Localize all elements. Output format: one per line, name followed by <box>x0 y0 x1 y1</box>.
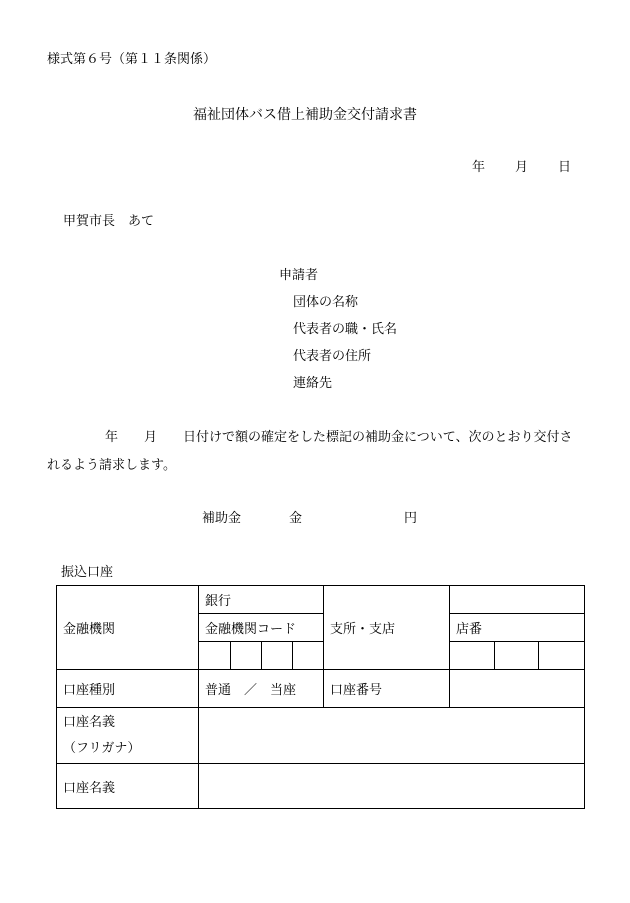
request-body-text: 年 月 日付けで額の確定をした標記の補助金について、次のとおり交付されるよう請求します。 <box>47 430 573 473</box>
applicant-rep-name: 代表者の職・氏名 <box>293 322 398 337</box>
holder-furigana-value-cell[interactable] <box>199 708 585 764</box>
account-type-label-cell <box>57 670 199 708</box>
bank-label: 銀行 <box>205 594 232 609</box>
bank-account-table <box>56 585 585 809</box>
institution-label: 金融機関 <box>63 622 116 637</box>
applicant-org-name: 団体の名称 <box>293 295 359 310</box>
date-year-label: 年 <box>472 160 486 175</box>
code-label: 金融機関コード <box>205 622 297 637</box>
branch-label: 支所・支店 <box>330 622 396 637</box>
furigana-label: （フリガナ） <box>63 740 141 756</box>
code-digit-box[interactable] <box>262 642 293 670</box>
account-no-value-cell[interactable] <box>450 670 585 708</box>
code-digit-box[interactable] <box>231 642 262 670</box>
holder-label-2: 口座名義 <box>63 780 116 796</box>
holder-furigana-label-cell <box>57 708 199 764</box>
code-digit-box[interactable] <box>293 642 324 670</box>
applicant-label: 申請者 <box>279 268 319 283</box>
form-title: 福祉団体バス借上補助金交付請求書 <box>193 107 417 123</box>
code-label-cell <box>199 614 324 642</box>
date-month-label: 月 <box>515 160 529 175</box>
addressee: 甲賀市長 あて <box>63 214 155 229</box>
amount-unit: 円 <box>404 511 418 526</box>
code-digit-box[interactable] <box>199 642 231 670</box>
branch-digit-box[interactable] <box>495 642 539 670</box>
account-type-value: 普通 ／ 当座 <box>205 683 297 698</box>
account-no-label: 口座番号 <box>330 683 383 698</box>
account-type-label: 口座種別 <box>63 683 116 698</box>
form-number: 様式第６号（第１１条関係） <box>47 52 217 67</box>
date-day-label: 日 <box>558 160 572 175</box>
amount-prefix: 金 <box>289 511 303 526</box>
holder-label-cell <box>57 764 199 809</box>
account-no-label-cell <box>324 670 450 708</box>
holder-label: 口座名義 <box>63 714 116 730</box>
applicant-contact: 連絡先 <box>293 376 333 391</box>
amount-label: 補助金 <box>202 511 242 526</box>
branch-label-cell <box>324 586 450 670</box>
applicant-rep-address: 代表者の住所 <box>293 349 372 364</box>
holder-value-cell[interactable] <box>199 764 585 809</box>
branch-digit-box[interactable] <box>539 642 585 670</box>
account-type-value-cell[interactable] <box>199 670 324 708</box>
branch-no-label: 店番 <box>456 622 483 637</box>
branch-digit-box[interactable] <box>450 642 495 670</box>
bank-section-label: 振込口座 <box>61 565 114 580</box>
branch-no-label-cell <box>450 614 585 642</box>
branch-name-cell[interactable] <box>450 586 585 614</box>
bank-name-cell <box>199 586 324 614</box>
institution-label-cell <box>57 586 199 670</box>
